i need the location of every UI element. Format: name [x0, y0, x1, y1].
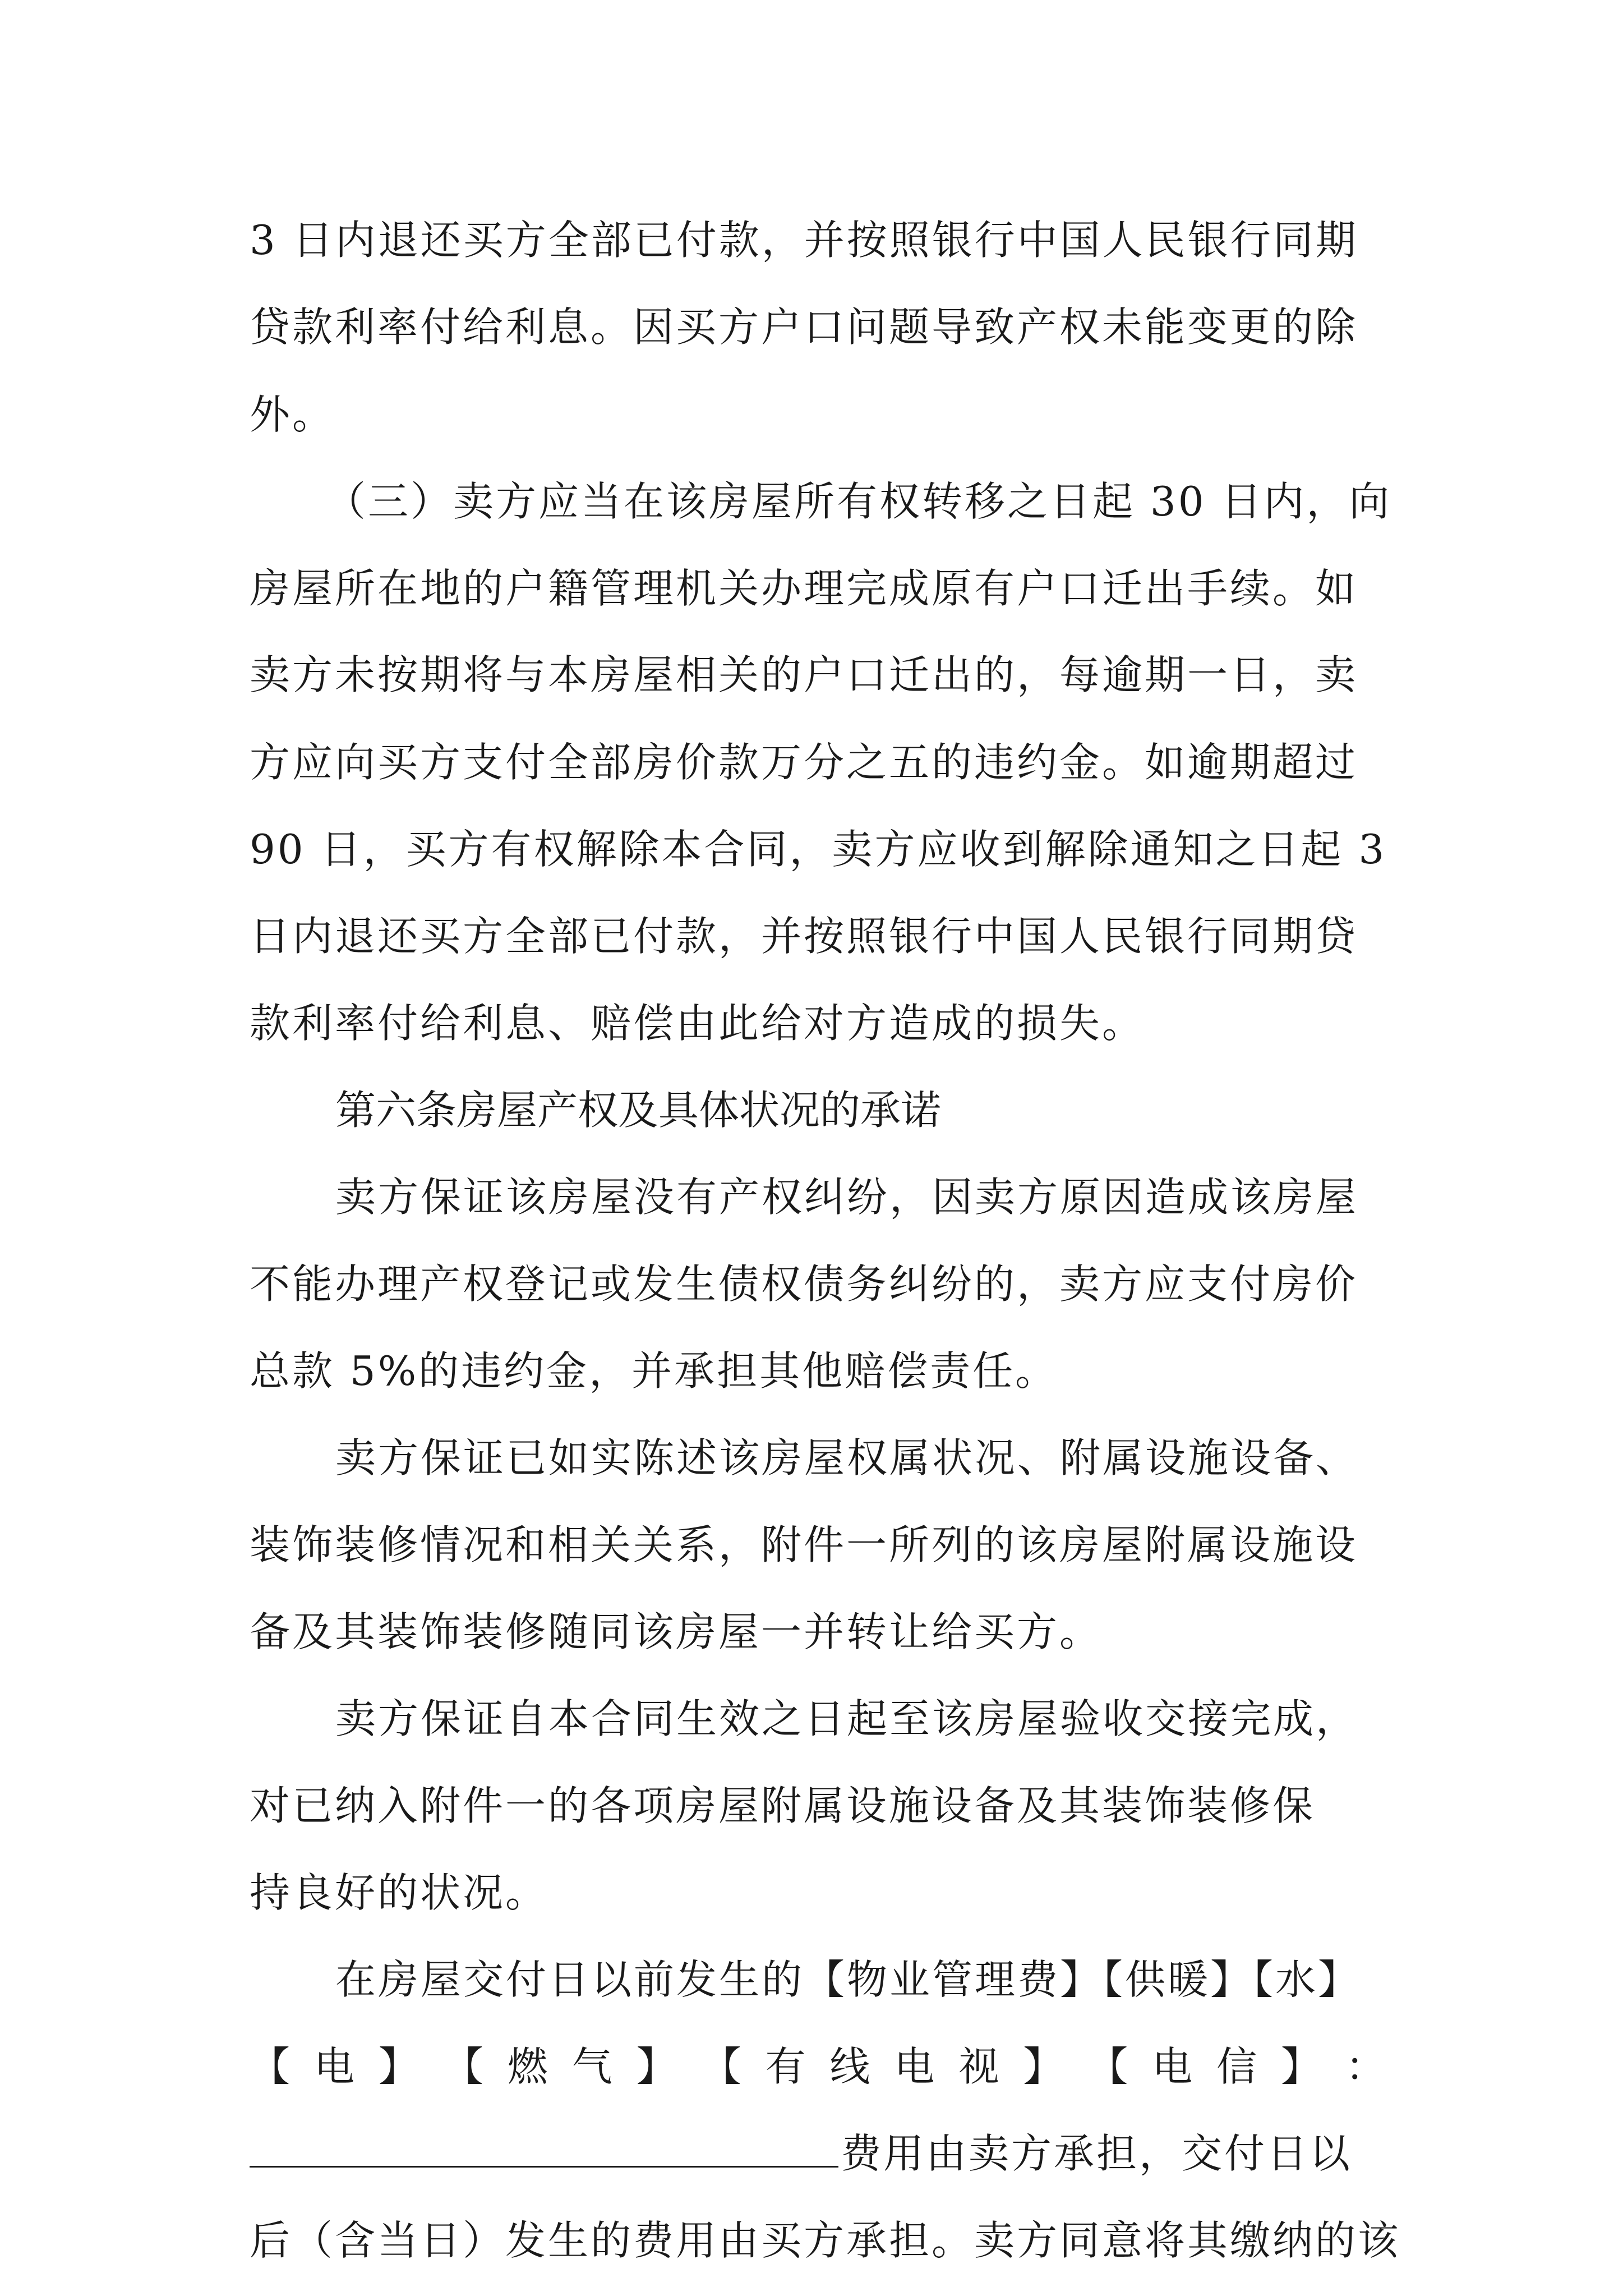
- fee-char: 燃: [507, 2043, 550, 2090]
- blank-underline[interactable]: [250, 2133, 838, 2168]
- paragraph-start: 卖方保证自本合同生效之日起至该房屋验收交接完成，: [335, 1695, 1359, 1742]
- text-line: 3 日内退还买方全部已付款，并按照银行中国人民银行同期: [250, 217, 1358, 264]
- article-six-heading: 第六条房屋产权及具体状况的承诺: [335, 1087, 942, 1134]
- fee-char: 电: [313, 2043, 357, 2090]
- fee-char: 气: [571, 2043, 615, 2090]
- text-line: 后（含当日）发生的费用由买方承担。卖方同意将其缴纳的该: [250, 2217, 1401, 2264]
- text-line: 款利率付给利息、赔偿由此给对方造成的损失。: [250, 1000, 1145, 1047]
- text-line: 对已纳入附件一的各项房屋附属设施设备及其装饰装修保: [250, 1782, 1316, 1829]
- text-line: 房屋所在地的户籍管理机关办理完成原有户口迁出手续。如: [250, 565, 1358, 612]
- text-line: 日内退还买方全部已付款，并按照银行中国人民银行同期贷: [250, 913, 1358, 960]
- paragraph-start: 卖方保证已如实陈述该房屋权属状况、附属设施设备、: [335, 1434, 1359, 1481]
- paragraph-start: 卖方保证该房屋没有产权纠纷，因卖方原因造成该房屋: [335, 1174, 1359, 1221]
- text-line: 持良好的状况。: [250, 1869, 548, 1916]
- text-line: 贷款利率付给利息。因买方户口问题导致产权未能变更的除: [250, 303, 1358, 351]
- paragraph-start: 在房屋交付日以前发生的【物业管理费】【供暖】【水】: [335, 1956, 1361, 2003]
- fee-char: 线: [829, 2043, 873, 2090]
- clause-three-paragraph: （三）卖方应当在该房屋所有权转移之日起 30 日内，向: [325, 478, 1392, 525]
- text-line: 卖方未按期将与本房屋相关的户口迁出的，每逾期一日，卖: [250, 651, 1358, 698]
- bracket-open: 【: [250, 2043, 293, 2090]
- fee-char: 有: [765, 2043, 808, 2090]
- fill-in-line-text: 费用由卖方承担，交付日以: [841, 2130, 1353, 2177]
- fees-line: [250, 2041, 1388, 2092]
- bracket-open: 【: [442, 2043, 486, 2090]
- text-line: 不能办理产权登记或发生债权债务纠纷的，卖方应支付房价: [250, 1260, 1358, 1308]
- text-line: 外。: [250, 391, 335, 438]
- fee-char: 电: [1152, 2043, 1195, 2090]
- bracket-close: 】: [1023, 2043, 1066, 2090]
- bracket-open: 【: [1087, 2043, 1131, 2090]
- text-line: 装饰装修情况和相关关系，附件一所列的该房屋附属设施设: [250, 1521, 1358, 1568]
- bracket-close: 】: [1281, 2043, 1324, 2090]
- text-line: 总款 5%的违约金，并承担其他赔偿责任。: [250, 1347, 1058, 1395]
- bracket-open: 【: [700, 2043, 744, 2090]
- fee-char: 视: [958, 2043, 1002, 2090]
- fill-in-line: [250, 2128, 1388, 2179]
- fee-char: 信: [1216, 2043, 1260, 2090]
- colon: ：: [1345, 2043, 1388, 2090]
- text-line: 备及其装饰装修随同该房屋一并转让给买方。: [250, 1608, 1103, 1655]
- text-line: 方应向买方支付全部房价款万分之五的违约金。如逾期超过: [250, 739, 1358, 786]
- bracket-close: 】: [378, 2043, 421, 2090]
- bracket-close: 】: [636, 2043, 679, 2090]
- text-line: 90 日，买方有权解除本合同，卖方应收到解除通知之日起 3: [250, 826, 1387, 873]
- fee-char: 电: [894, 2043, 937, 2090]
